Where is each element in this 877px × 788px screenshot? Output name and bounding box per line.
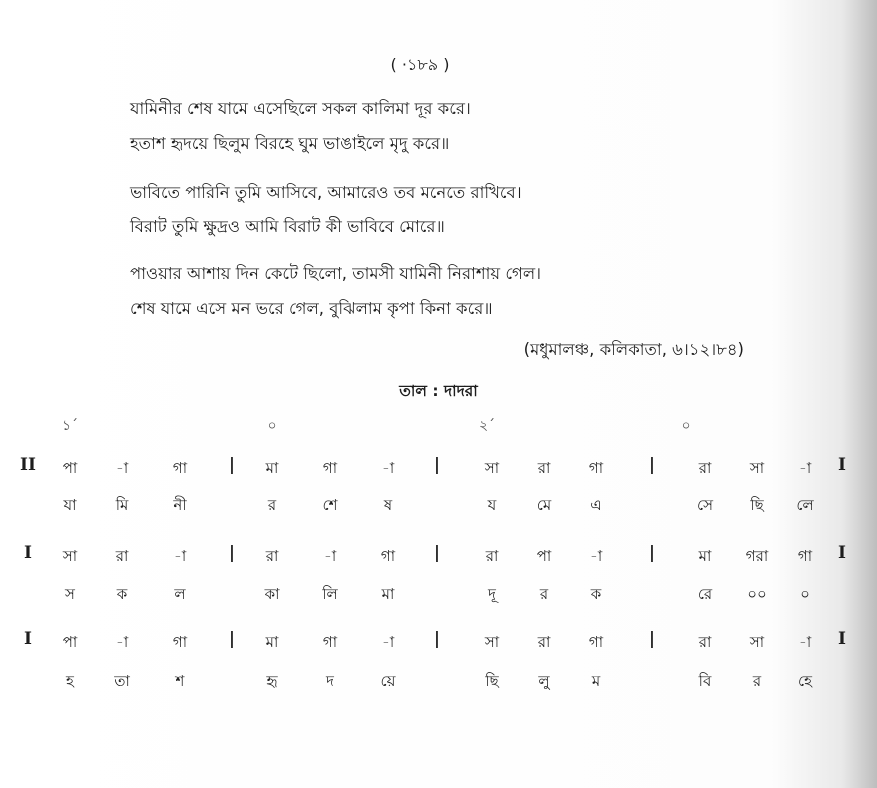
note-cell: গা bbox=[172, 633, 188, 651]
note-cell: সা bbox=[62, 547, 78, 565]
note-cell: -া bbox=[381, 459, 395, 477]
note-cell: -া bbox=[323, 547, 337, 565]
note-cell: -া bbox=[589, 547, 603, 565]
row-end-bar: I bbox=[838, 455, 846, 475]
taal-name: দাদরা bbox=[443, 382, 478, 400]
taal-beat-mark: ০ bbox=[681, 418, 691, 434]
lyric-syllable: লে bbox=[796, 496, 814, 514]
lyric-syllable: ০০ bbox=[747, 585, 767, 603]
taal-beat-mark: ১´ bbox=[61, 418, 79, 434]
lyric-syllable: দূ bbox=[488, 585, 496, 603]
note-cell: সা bbox=[749, 459, 765, 477]
lyric-syllable: র bbox=[752, 672, 762, 690]
measure-bar: | bbox=[228, 455, 236, 475]
note-cell: গা bbox=[322, 633, 338, 651]
measure-bar: | bbox=[433, 455, 441, 475]
lyric-syllable: র bbox=[539, 585, 549, 603]
note-cell: রা bbox=[537, 633, 551, 651]
lyric-line-2: হতাশ হৃদয়ে ছিলুম বিরহে ঘুম ভাঙাইলে মৃদু করে॥ bbox=[130, 134, 450, 153]
row-start-bar: I bbox=[24, 629, 32, 649]
note-cell: পা bbox=[62, 459, 78, 477]
note-cell: গা bbox=[322, 459, 338, 477]
note-cell: রা bbox=[698, 633, 712, 651]
lyric-syllable: মে bbox=[536, 496, 552, 514]
lyric-syllable: ছি bbox=[750, 496, 764, 514]
taal-heading bbox=[0, 379, 877, 405]
note-cell: গা bbox=[588, 459, 604, 477]
note-cell: সা bbox=[484, 633, 500, 651]
note-cell: গা bbox=[588, 633, 604, 651]
lyric-syllable: ক bbox=[590, 585, 602, 603]
lyric-syllable: ল bbox=[174, 585, 186, 603]
lyric-syllable: হ bbox=[66, 672, 74, 690]
note-cell: গা bbox=[797, 547, 813, 565]
note-cell: গা bbox=[380, 547, 396, 565]
measure-bar: | bbox=[228, 543, 236, 563]
note-cell: পা bbox=[62, 633, 78, 651]
taal-separator: : bbox=[432, 382, 439, 400]
page-number: ( ·১৮৯ ) bbox=[390, 55, 450, 74]
note-cell: রা bbox=[265, 547, 279, 565]
lyric-syllable: রে bbox=[697, 585, 713, 603]
taal-label: তাল bbox=[399, 382, 427, 400]
note-cell: রা bbox=[698, 459, 712, 477]
lyric-syllable: হে bbox=[798, 672, 812, 690]
lyric-line-5: পাওয়ার আশায় দিন কেটে ছিলো, তামসী যামিনী নিরাশায় গেল। bbox=[130, 264, 542, 283]
lyric-syllable: য়ে bbox=[380, 672, 396, 690]
note-cell: মা bbox=[265, 459, 279, 477]
lyric-syllable: দ bbox=[326, 672, 334, 690]
lyric-syllable: সে bbox=[697, 496, 713, 514]
note-cell: -া bbox=[173, 547, 187, 565]
note-cell: -া bbox=[115, 633, 129, 651]
note-cell: গা bbox=[172, 459, 188, 477]
row-start-bar: I bbox=[24, 543, 32, 563]
lyric-syllable: ক bbox=[116, 585, 128, 603]
lyric-syllable: লু bbox=[538, 672, 550, 690]
note-cell: রা bbox=[485, 547, 499, 565]
lyric-syllable: মা bbox=[381, 585, 395, 603]
lyric-syllable: ছি bbox=[485, 672, 499, 690]
source-citation: (মধুমালঞ্চ, কলিকাতা, ৬।১২।৮৪) bbox=[523, 340, 744, 359]
lyric-syllable: ০ bbox=[800, 585, 810, 603]
lyric-syllable: শে bbox=[322, 496, 338, 514]
note-cell: রা bbox=[537, 459, 551, 477]
note-cell: -া bbox=[798, 459, 812, 477]
note-cell: সা bbox=[749, 633, 765, 651]
measure-bar: | bbox=[648, 543, 656, 563]
lyric-syllable: লি bbox=[322, 585, 338, 603]
measure-bar: | bbox=[228, 629, 236, 649]
measure-bar: | bbox=[648, 629, 656, 649]
lyric-line-3: ভাবিতে পারিনি তুমি আসিবে, আমারেও তব মনেতে রাখিবে। bbox=[130, 183, 522, 202]
lyric-syllable: স bbox=[65, 585, 75, 603]
note-cell: গরা bbox=[745, 547, 769, 565]
measure-bar: | bbox=[433, 543, 441, 563]
note-cell: -া bbox=[798, 633, 812, 651]
note-cell: -া bbox=[115, 459, 129, 477]
row-end-bar: I bbox=[838, 543, 846, 563]
note-cell: মা bbox=[698, 547, 712, 565]
row-start-bar: II bbox=[20, 455, 36, 475]
lyric-syllable: র bbox=[267, 496, 277, 514]
lyric-syllable: হৃ bbox=[266, 672, 278, 690]
note-cell: মা bbox=[265, 633, 279, 651]
lyric-syllable: কা bbox=[264, 585, 280, 603]
lyric-syllable: বি bbox=[698, 672, 712, 690]
note-cell: পা bbox=[536, 547, 552, 565]
lyric-line-6: শেষ যামে এসে মন ভরে গেল, বুঝিলাম কৃপা কিনা করে॥ bbox=[130, 299, 493, 318]
row-end-bar: I bbox=[838, 629, 846, 649]
measure-bar: | bbox=[433, 629, 441, 649]
lyric-syllable: য bbox=[487, 496, 497, 514]
note-cell: -া bbox=[381, 633, 395, 651]
taal-beat-mark: ২´ bbox=[478, 418, 496, 434]
taal-beat-mark: ০ bbox=[267, 418, 277, 434]
lyric-syllable: ম bbox=[591, 672, 601, 690]
lyric-syllable: এ bbox=[590, 496, 602, 514]
lyric-syllable: নী bbox=[173, 496, 187, 514]
note-cell: সা bbox=[484, 459, 500, 477]
lyric-syllable: ষ bbox=[383, 496, 393, 514]
note-cell: রা bbox=[115, 547, 129, 565]
lyric-syllable: তা bbox=[114, 672, 130, 690]
measure-bar: | bbox=[648, 455, 656, 475]
lyric-syllable: মি bbox=[115, 496, 129, 514]
lyric-syllable: শ bbox=[175, 672, 185, 690]
lyric-line-4: বিরাট তুমি ক্ষুদ্রও আমি বিরাট কী ভাবিবে মোরে॥ bbox=[130, 217, 445, 236]
lyric-line-1: যামিনীর শেষ যামে এসেছিলে সকল কালিমা দূর করে। bbox=[130, 99, 471, 118]
lyric-syllable: যা bbox=[63, 496, 77, 514]
